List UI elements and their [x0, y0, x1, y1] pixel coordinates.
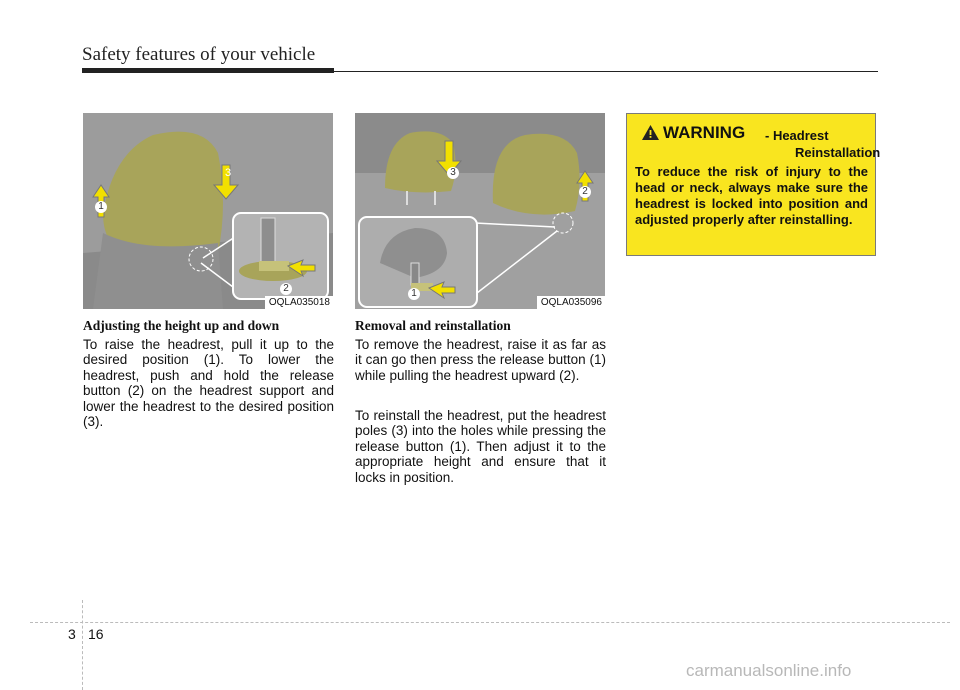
- figure-code: OQLA035018: [265, 296, 333, 309]
- callout-1: 1: [95, 201, 107, 213]
- callout-2: 2: [280, 283, 292, 295]
- callout-3: 3: [225, 167, 232, 179]
- callout-1: 1: [408, 288, 420, 300]
- warning-title-line1: - Headrest: [765, 128, 829, 143]
- header-rule: [82, 71, 878, 72]
- warning-title-line2: Reinstallation: [795, 145, 881, 160]
- removal-heading: Removal and reinstallation: [355, 318, 511, 333]
- callout-3: 3: [447, 167, 459, 179]
- warning-text: To reduce the risk of injury to the head or neck, always make sure the headrest is locked into position and adjusted properly after reinstalling.: [635, 164, 868, 227]
- adjust-paragraph: To raise the headrest, pull it up to the desired position (1). To lower the headrest, push and hold the release button (2) on the headrest support and lower the headrest to the desired position (3).: [83, 337, 334, 430]
- removal-paragraph-1: To remove the headrest, raise it as far as it can go then press the release button (1) while pulling the headrest upward (2).: [355, 337, 606, 383]
- callout-2: 2: [579, 186, 591, 198]
- headrest-height-illustration: [83, 113, 333, 309]
- warning-icon: [641, 124, 660, 141]
- footer-divider: [82, 600, 83, 690]
- warning-box: [626, 113, 881, 256]
- page-header-title: Safety features of your vehicle: [82, 44, 316, 65]
- chapter-number: 3: [68, 626, 76, 642]
- removal-paragraph-2: To reinstall the headrest, put the headrest poles (3) into the holes while pressing the release button (1). Then adjust it to the appropriate height and ensure that it locks in position.: [355, 408, 606, 485]
- headrest-height-figure: [83, 113, 333, 309]
- adjust-heading: Adjusting the height up and down: [83, 318, 280, 333]
- watermark: carmanualsonline.info: [686, 661, 852, 680]
- figure-code: OQLA035096: [537, 296, 605, 309]
- headrest-removal-illustration: [355, 113, 605, 309]
- headrest-removal-figure: [355, 113, 605, 309]
- footer-rule: [30, 622, 950, 623]
- page-number: 16: [88, 626, 104, 642]
- warning-label: WARNING: [663, 123, 746, 142]
